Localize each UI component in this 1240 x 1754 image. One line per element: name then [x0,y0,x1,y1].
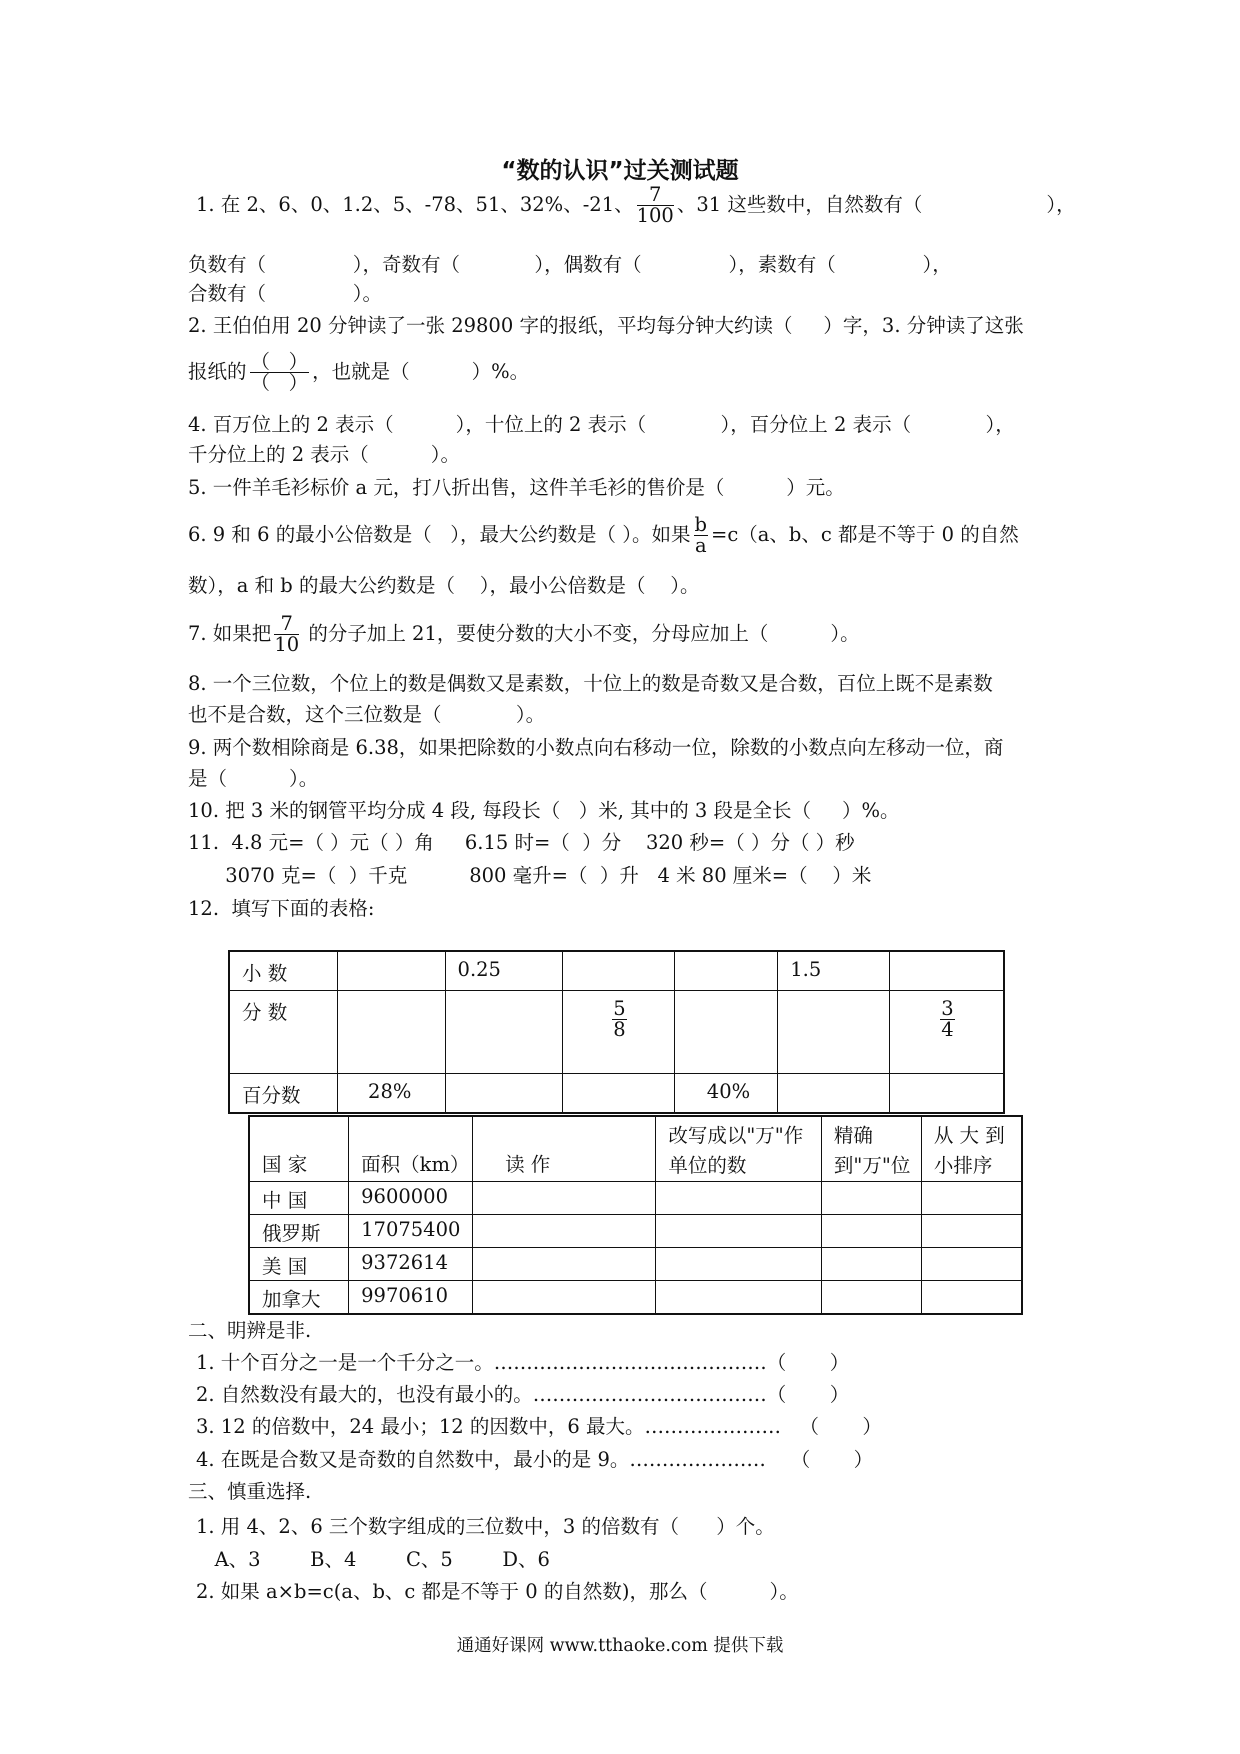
area-cell: 9970610 [349,1281,473,1314]
header-row [249,1116,1022,1182]
percent-cell [889,1073,1004,1113]
q6-line1: 6. 9 和 6 的最小公倍数是（ ），最大公约数是（ ）。如果 $\frac{b}{a}$ =c（a、b、c 都是不等于 0 的自然 [188,513,1019,557]
q8-line1: 8. 一个三位数，个位上的数是偶数又是素数，十位上的数是奇数又是合数，百位上既不是素数 [188,672,993,695]
country-cell: 中 国 [249,1182,349,1215]
q9-line1: 9. 两个数相除商是 6.38，如果把除数的小数点向右移动一位，除数的小数点向左移动一位，商 [188,736,1004,759]
q8-line2: 也不是合数，这个三位数是（ ）。 [188,703,546,726]
fraction-cell [778,990,890,1073]
table-row [249,1248,1022,1281]
fraction-cell: $\frac{5}{8}$ [563,990,675,1073]
area-cell: 9372614 [349,1248,473,1281]
decimal-row [229,951,1004,990]
percent-cell [445,1073,563,1113]
row-label-decimal: 小 数 [229,951,338,990]
q4-line2: 千分位上的 2 表示（ ）。 [188,443,461,466]
q11-line1: 11. 4.8 元=（ ）元（ ）角 6.15 时=（ ）分 320 秒=（ ）分（ ）秒 [188,831,855,854]
row-label-percent: 百分数 [229,1073,338,1113]
q1-line2: 负数有（ ），奇数有（ ），偶数有（ ），素数有（ ）， [188,253,952,276]
q7-fraction: $\frac{7}{10}$ [274,612,300,656]
header-country: 国 家 [249,1116,349,1182]
decimal-cell [563,951,675,990]
q6-fraction: $\frac{b}{a}$ [694,513,707,557]
q4-line1: 4. 百万位上的 2 表示（ ），十位上的 2 表示（ ），百分位上 2 表示（ ）， [188,413,1015,436]
fraction-cell [445,990,563,1073]
country-cell: 俄罗斯 [249,1215,349,1248]
country-area-table [248,1115,1023,1315]
decimal-cell [889,951,1004,990]
page-title: “数的认识”过关测试题 [501,158,739,184]
q9-line2: 是（ ）。 [188,767,319,790]
q1-line1: 1. 在 2、6、0、1.2、5、-78、51、32%、-21、 $\frac{7}{100}$ 、31 这些数中，自然数有（ ）， [196,183,1076,227]
q12: 12. 填写下面的表格: [188,897,375,920]
q2-line1: 2. 王伯伯用 20 分钟读了一张 29800 字的报纸，平均每分钟大约读（ ）字，3. 分钟读了这张 [188,314,1024,337]
q1-line3: 合数有（ ）。 [188,282,383,305]
area-cell: 9600000 [349,1182,473,1215]
true-false-item: 3. 12 的倍数中，24 最小；12 的因数中，6 最大。………………… （ ） [196,1415,882,1438]
q7: 7. 如果把 $\frac{7}{10}$ 的分子加上 21，要使分数的大小不变，分母应加上（ ）。 [188,612,860,656]
decimal-cell: 0.25 [445,951,563,990]
q2-line2: 报纸的 （ ） （ ） ，也就是（ ）%。 [188,350,530,394]
footer-credit: 通通好课网 www.tthaoke.com 提供下载 [456,1636,784,1656]
percent-cell: 28% [338,1073,446,1113]
header-round-wan: 精确到"万"位 [821,1116,921,1182]
percent-cell: 40% [674,1073,777,1113]
country-cell: 加拿大 [249,1281,349,1314]
q6-line2: 数），a 和 b 的最大公约数是（ ），最小公倍数是（ ）。 [188,574,700,597]
header-area: 面积（km） [349,1116,473,1182]
decimal-cell: 1.5 [778,951,890,990]
area-cell: 17075400 [349,1215,473,1248]
true-false-item: 2. 自然数没有最大的，也没有最小的。………………………………（ ） [196,1383,850,1406]
q2-fraction: （ ） （ ） [250,350,309,394]
row-label-fraction: 分 数 [229,990,338,1073]
choice-question-1: 1. 用 4、2、6 三个数字组成的三位数中，3 的倍数有（ ）个。 [196,1515,775,1538]
percent-row [229,1073,1004,1113]
conversion-table [228,950,1005,1114]
q5: 5. 一件羊毛衫标价 a 元，打八折出售，这件羊毛衫的售价是（ ）元。 [188,476,845,499]
true-false-item: 1. 十个百分之一是一个千分之一。……………………………………（ ） [196,1351,850,1374]
choice-question-2: 2. 如果 a×b=c(a、b、c 都是不等于 0 的自然数)，那么（ ）。 [196,1580,799,1603]
decimal-cell [338,951,446,990]
fraction-row [229,990,1004,1073]
fraction-cell: $\frac{3}{4}$ [889,990,1004,1073]
table-row [249,1182,1022,1215]
table-row [249,1215,1022,1248]
decimal-cell [674,951,777,990]
header-wan-unit: 改写成以"万"作单位的数 [656,1116,822,1182]
header-sort: 从 大 到 小排序 [921,1116,1022,1182]
q10: 10. 把 3 米的钢管平均分成 4 段, 每段长（ ）米, 其中的 3 段是全长（ ）%。 [188,799,900,822]
section2-title: 二、明辨是非. [188,1319,312,1342]
header-read: 读 作 [473,1116,656,1182]
percent-cell [778,1073,890,1113]
fraction-cell [674,990,777,1073]
percent-cell [563,1073,675,1113]
true-false-item: 4. 在既是合数又是奇数的自然数中，最小的是 9。………………… （ ） [196,1448,874,1471]
table-row [249,1281,1022,1314]
country-cell: 美 国 [249,1248,349,1281]
q1-fraction: $\frac{7}{100}$ [636,183,674,227]
section3-title: 三、慎重选择. [188,1480,312,1503]
q11-line2: 3070 克=（ ）千克 800 毫升=（ ）升 4 米 80 厘米=（ ）米 [188,864,872,887]
fraction-cell [338,990,446,1073]
choice-options-1: A、3 B、4 C、5 D、6 [196,1548,550,1571]
